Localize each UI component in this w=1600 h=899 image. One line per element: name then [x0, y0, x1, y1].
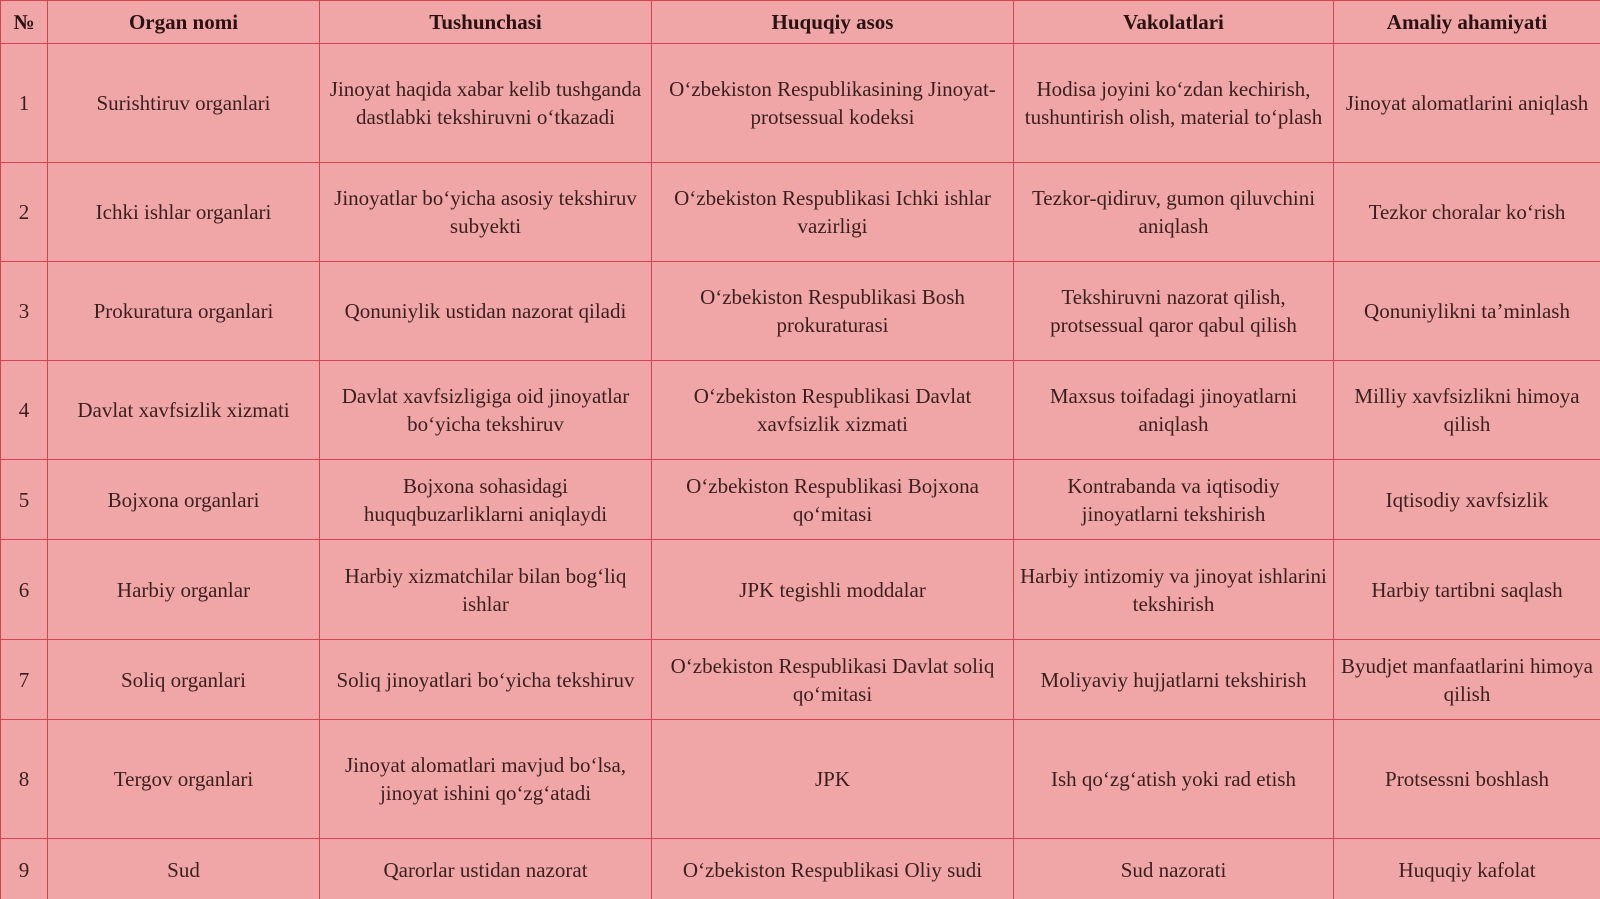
cell-concept: Jinoyat haqida xabar kelib tushganda dastlabki tekshiruvni o‘tkazadi — [320, 44, 652, 163]
table-row — [1, 361, 1600, 460]
cell-number: 3 — [1, 262, 48, 361]
cell-number: 2 — [1, 163, 48, 262]
cell-number: 1 — [1, 44, 48, 163]
cell-legal-basis: O‘zbekiston Respublikasi Oliy sudi — [652, 839, 1014, 899]
cell-organ-name: Sud — [48, 839, 320, 899]
cell-practical-significance: Protsessni boshlash — [1334, 720, 1600, 839]
header-powers: Vakolatlari — [1014, 1, 1334, 44]
cell-concept: Davlat xavfsizligiga oid jinoyatlar bo‘yicha tekshiruv — [320, 361, 652, 460]
cell-organ-name: Bojxona organlari — [48, 460, 320, 540]
cell-number: 5 — [1, 460, 48, 540]
cell-powers: Harbiy intizomiy va jinoyat ishlarini tekshirish — [1014, 540, 1334, 640]
cell-concept: Qarorlar ustidan nazorat — [320, 839, 652, 899]
cell-practical-significance: Huquqiy kafolat — [1334, 839, 1600, 899]
cell-legal-basis: O‘zbekiston Respublikasi Bosh prokuraturasi — [652, 262, 1014, 361]
cell-powers: Hodisa joyini ko‘zdan kechirish, tushuntirish olish, material to‘plash — [1014, 44, 1334, 163]
cell-practical-significance: Iqtisodiy xavfsizlik — [1334, 460, 1600, 540]
cell-practical-significance: Milliy xavfsizlikni himoya qilish — [1334, 361, 1600, 460]
table-row — [1, 163, 1600, 262]
cell-legal-basis: O‘zbekiston Respublikasi Davlat soliq qo‘mitasi — [652, 640, 1014, 720]
cell-legal-basis: JPK tegishli moddalar — [652, 540, 1014, 640]
cell-concept: Qonuniylik ustidan nazorat qiladi — [320, 262, 652, 361]
cell-concept: Soliq jinoyatlari bo‘yicha tekshiruv — [320, 640, 652, 720]
cell-organ-name: Prokuratura organlari — [48, 262, 320, 361]
table-row — [1, 44, 1600, 163]
header-organ-name: Organ nomi — [48, 1, 320, 44]
cell-legal-basis: O‘zbekiston Respublikasining Jinoyat-protsessual kodeksi — [652, 44, 1014, 163]
cell-concept: Harbiy xizmatchilar bilan bog‘liq ishlar — [320, 540, 652, 640]
cell-practical-significance: Byudjet manfaatlarini himoya qilish — [1334, 640, 1600, 720]
cell-practical-significance: Harbiy tartibni saqlash — [1334, 540, 1600, 640]
cell-powers: Tezkor-qidiruv, gumon qiluvchini aniqlash — [1014, 163, 1334, 262]
cell-powers: Tekshiruvni nazorat qilish, protsessual qaror qabul qilish — [1014, 262, 1334, 361]
cell-practical-significance: Jinoyat alomatlarini aniqlash — [1334, 44, 1600, 163]
table-row — [1, 839, 1600, 899]
cell-number: 8 — [1, 720, 48, 839]
cell-organ-name: Ichki ishlar organlari — [48, 163, 320, 262]
cell-powers: Sud nazorati — [1014, 839, 1334, 899]
cell-practical-significance: Tezkor choralar ko‘rish — [1334, 163, 1600, 262]
table-row — [1, 720, 1600, 839]
cell-practical-significance: Qonuniylikni ta’minlash — [1334, 262, 1600, 361]
cell-powers: Kontrabanda va iqtisodiy jinoyatlarni tekshirish — [1014, 460, 1334, 540]
table-row — [1, 540, 1600, 640]
cell-powers: Ish qo‘zg‘atish yoki rad etish — [1014, 720, 1334, 839]
cell-organ-name: Harbiy organlar — [48, 540, 320, 640]
cell-concept: Jinoyatlar bo‘yicha asosiy tekshiruv subyekti — [320, 163, 652, 262]
cell-legal-basis: O‘zbekiston Respublikasi Ichki ishlar vazirligi — [652, 163, 1014, 262]
cell-concept: Bojxona sohasidagi huquqbuzarliklarni aniqlaydi — [320, 460, 652, 540]
cell-powers: Moliyaviy hujjatlarni tekshirish — [1014, 640, 1334, 720]
header-number: № — [1, 1, 48, 44]
cell-number: 7 — [1, 640, 48, 720]
table-row — [1, 640, 1600, 720]
cell-legal-basis: JPK — [652, 720, 1014, 839]
cell-powers: Maxsus toifadagi jinoyatlarni aniqlash — [1014, 361, 1334, 460]
cell-organ-name: Davlat xavfsizlik xizmati — [48, 361, 320, 460]
cell-concept: Jinoyat alomatlari mavjud bo‘lsa, jinoyat ishini qo‘zg‘atadi — [320, 720, 652, 839]
cell-number: 6 — [1, 540, 48, 640]
header-concept: Tushunchasi — [320, 1, 652, 44]
cell-legal-basis: O‘zbekiston Respublikasi Davlat xavfsizlik xizmati — [652, 361, 1014, 460]
table-row — [1, 460, 1600, 540]
cell-organ-name: Soliq organlari — [48, 640, 320, 720]
header-practical-significance: Amaliy ahamiyati — [1334, 1, 1600, 44]
table-row — [1, 262, 1600, 361]
cell-number: 9 — [1, 839, 48, 899]
cell-organ-name: Surishtiruv organlari — [48, 44, 320, 163]
header-row — [1, 1, 1600, 44]
cell-legal-basis: O‘zbekiston Respublikasi Bojxona qo‘mitasi — [652, 460, 1014, 540]
header-legal-basis: Huquqiy asos — [652, 1, 1014, 44]
cell-number: 4 — [1, 361, 48, 460]
cell-organ-name: Tergov organlari — [48, 720, 320, 839]
